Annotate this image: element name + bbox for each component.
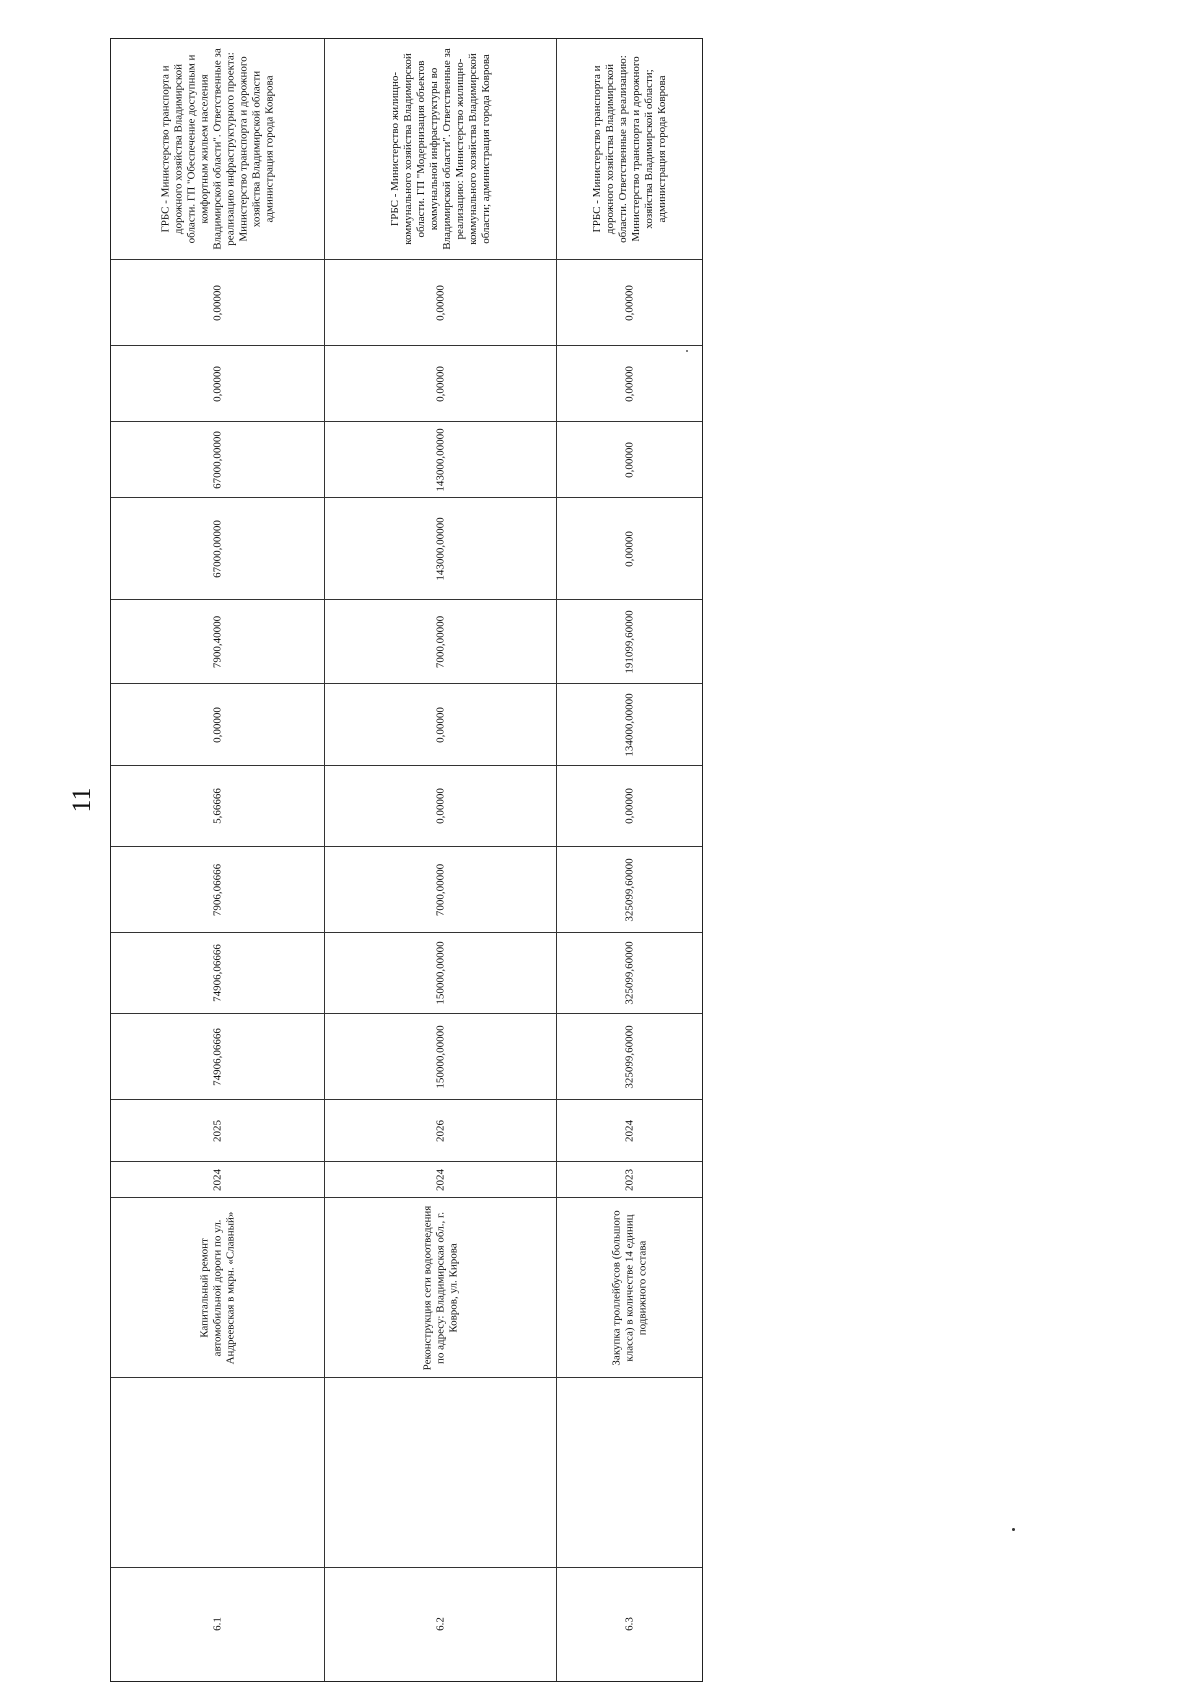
page-number: 11 — [67, 787, 96, 813]
responsible-cell — [557, 39, 702, 259]
value-text: 74906,06666 — [211, 944, 223, 1002]
value-cell — [557, 846, 702, 932]
responsible-text: ГРБС - Министерство транспорта и дорожного хозяйства Владимирской области. ГП "Обеспечение доступным и комфортным жильем населения Владимирской области". Ответственные за реализацию инфраструктурного проекта: Министерство транспорта и дорожного хозяйства Владимирской области администрация города Коврова — [159, 48, 275, 250]
value-text: 67000,00000 — [211, 519, 223, 578]
name-text: Закупка троллейбусов (большого класса) в количестве 14 единиц подвижного состава — [610, 1209, 648, 1366]
start-year-text: 2023 — [623, 1168, 635, 1191]
row-number-cell — [325, 1567, 556, 1680]
value-cell — [111, 846, 324, 932]
responsible-text: ГРБС - Министерство жилищно-коммунального хозяйства Владимирской области. ГП "Модернизация объектов коммунальной инфраструктуры во Владимирской области". Ответственные за реализацию: Министерство жилищно-коммунального хозяйства Владимирской области; администрация города Коврова — [388, 48, 492, 250]
table-row — [111, 39, 325, 1681]
value-cell — [325, 1013, 556, 1099]
value-text: 0,00000 — [434, 284, 446, 321]
value-text: 7906,06666 — [211, 863, 223, 916]
value-text: 0,00000 — [211, 365, 223, 402]
row-number-cell — [557, 1567, 702, 1680]
value-cell — [557, 497, 702, 599]
value-cell — [557, 765, 702, 846]
value-cell — [325, 497, 556, 599]
value-text: 143000,00000 — [434, 516, 446, 581]
value-text: 74906,06666 — [211, 1027, 223, 1086]
scan-speck — [1012, 1528, 1015, 1531]
value-cell — [325, 599, 556, 683]
value-text: 0,00000 — [623, 365, 635, 402]
table-row — [557, 39, 702, 1681]
value-cell — [325, 259, 556, 345]
value-text: 0,00000 — [211, 706, 223, 743]
value-cell — [111, 497, 324, 599]
value-text: 0,00000 — [623, 530, 635, 567]
value-text: 325099,60000 — [623, 1024, 635, 1089]
row-number: 6.3 — [623, 1617, 635, 1631]
value-text: 0,00000 — [623, 441, 635, 478]
value-cell — [111, 259, 324, 345]
start-year-cell — [557, 1161, 702, 1197]
end-year-text: 2025 — [211, 1119, 223, 1142]
value-cell — [325, 683, 556, 765]
value-cell — [325, 345, 556, 421]
value-cell — [111, 345, 324, 421]
row-number: 6.2 — [434, 1617, 446, 1631]
name-cell — [111, 1197, 324, 1377]
value-text: 325099,60000 — [623, 857, 635, 922]
value-text: 325099,60000 — [623, 941, 635, 1005]
value-text: 7900,40000 — [211, 615, 223, 668]
scan-speck — [686, 350, 688, 352]
value-cell — [557, 599, 702, 683]
value-text: 0,00000 — [211, 284, 223, 321]
start-year-cell — [111, 1161, 324, 1197]
value-text: 7000,00000 — [434, 863, 446, 916]
responsible-cell — [111, 39, 324, 259]
value-cell — [111, 765, 324, 846]
value-text: 150000,00000 — [434, 941, 446, 1005]
start-year-cell — [325, 1161, 556, 1197]
value-text: 7000,00000 — [434, 615, 446, 668]
row-number: 6.1 — [211, 1617, 223, 1631]
blank-cell — [557, 1377, 702, 1567]
value-text: 191099,60000 — [623, 609, 635, 674]
blank-cell — [111, 1377, 324, 1567]
value-cell — [111, 932, 324, 1013]
value-cell — [557, 259, 702, 345]
end-year-cell — [111, 1099, 324, 1161]
value-cell — [111, 683, 324, 765]
value-cell — [557, 345, 702, 421]
data-table — [110, 38, 703, 1682]
value-text: 0,00000 — [434, 788, 446, 824]
value-text: 0,00000 — [623, 788, 635, 824]
end-year-text: 2024 — [623, 1119, 635, 1142]
value-cell — [111, 421, 324, 497]
value-text: 143000,00000 — [434, 427, 446, 492]
value-text: 5,66666 — [211, 788, 223, 824]
value-text: 67000,00000 — [211, 430, 223, 489]
value-cell — [557, 421, 702, 497]
table-row — [325, 39, 557, 1681]
value-text: 150000,00000 — [434, 1024, 446, 1089]
name-text: Реконструкция сети водоотведения по адресу: Владимирская обл., г. Ковров, ул. Кирова — [421, 1205, 459, 1370]
value-cell — [111, 599, 324, 683]
value-text: 0,00000 — [434, 365, 446, 402]
name-text: Капитальный ремонт автомобильной дороги по ул. Андреевская в мкрн. «Славный» — [198, 1211, 236, 1364]
value-cell — [557, 932, 702, 1013]
end-year-cell — [557, 1099, 702, 1161]
responsible-text: ГРБС - Министерство транспорта и дорожного хозяйства Владимирской области. Ответственные за реализацию: Министерство транспорта и дорожного хозяйства Владимирской области; администрация города Коврова — [590, 55, 668, 243]
value-cell — [325, 421, 556, 497]
value-text: 0,00000 — [434, 706, 446, 743]
blank-cell — [325, 1377, 556, 1567]
name-cell — [325, 1197, 556, 1377]
value-text: 134000,00000 — [623, 692, 635, 757]
start-year-text: 2024 — [434, 1168, 446, 1191]
value-cell — [325, 846, 556, 932]
value-cell — [557, 683, 702, 765]
end-year-cell — [325, 1099, 556, 1161]
value-cell — [557, 1013, 702, 1099]
row-number-cell — [111, 1567, 324, 1680]
value-cell — [111, 1013, 324, 1099]
start-year-text: 2024 — [211, 1168, 223, 1191]
value-cell — [325, 932, 556, 1013]
name-cell — [557, 1197, 702, 1377]
value-text: 0,00000 — [623, 284, 635, 321]
end-year-text: 2026 — [434, 1119, 446, 1142]
value-cell — [325, 765, 556, 846]
responsible-cell — [325, 39, 556, 259]
